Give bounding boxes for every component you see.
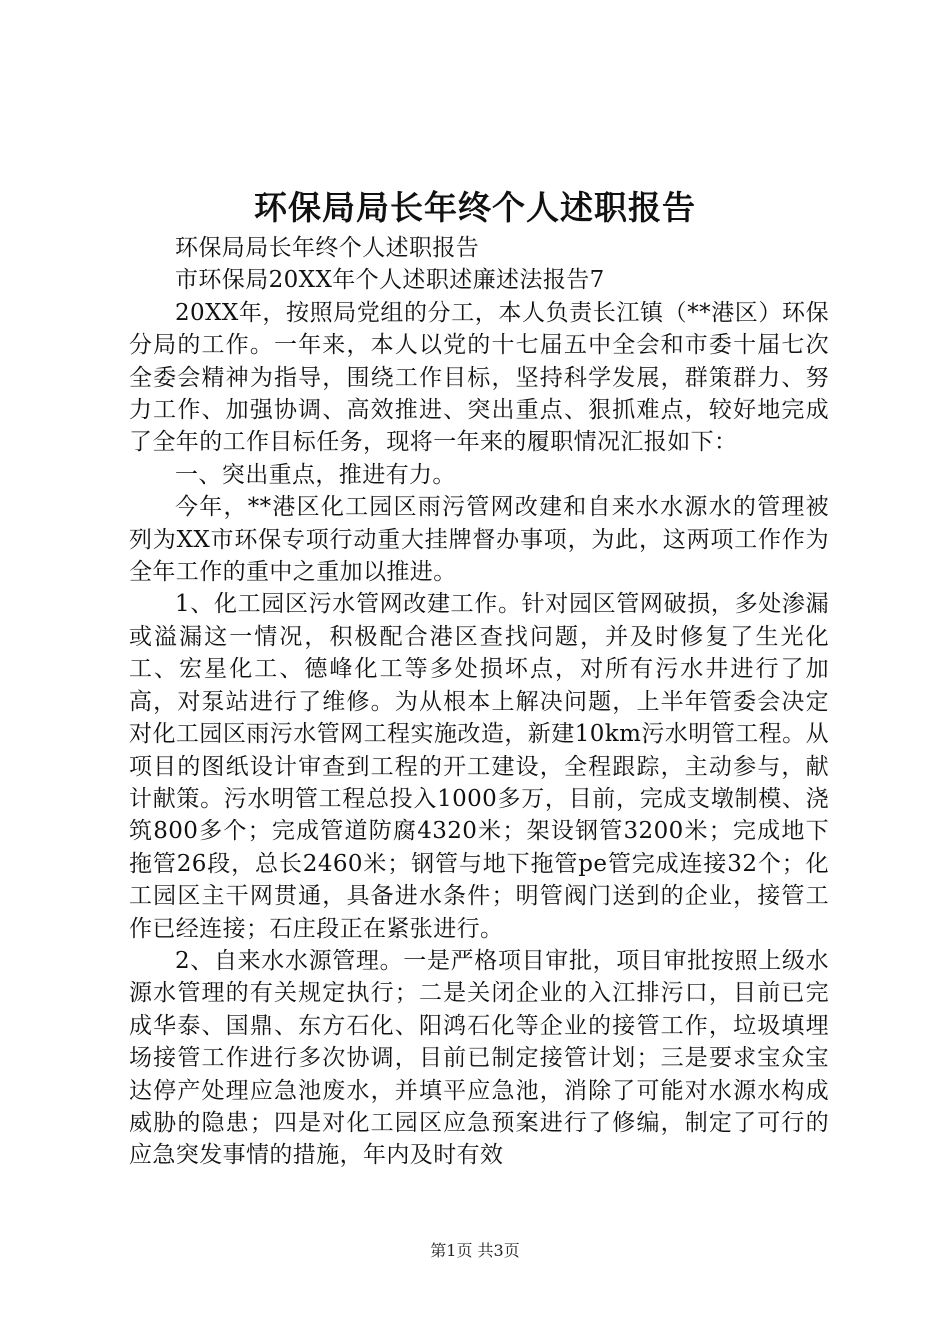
paragraph-intro: 20XX年，按照局党组的分工，本人负责长江镇（**港区）环保分局的工作。一年来，本人以党的十七届五中全会和市委十届七次全委会精神为指导，围绕工作目标，坚持科学发展，群策群力、努力工作、加强协调、高效推进、突出重点、狠抓难点，较好地完成了全年的工作目标任务，现将一年来的履职情况汇报如下： [129, 299, 829, 456]
paragraph-item-1: 1、化工园区污水管网改建工作。针对园区管网破损，多处渗漏或溢漏这一情况，积极配合港区查找问题，并及时修复了生光化工、宏星化工、德峰化工等多处损坏点，对所有污水井进行了加高，对泵站进行了维修。为从根本上解决问题，上半年管委会决定对化工园区雨污水管网工程实施改造，新建10km污水明管工程。从项目的图纸设计审查到工程的开工建设，全程跟踪，主动参与，献计献策。污水明管工程总投入1000多万，目前，完成支墩制模、浇筑800多个；完成管道防腐4320米；架设钢管3200米；完成地下拖管26段，总长2460米；钢管与地下拖管pe管完成连接32个；化工园区主干网贯通，具备进水条件；明管阀门送到的企业，接管工作已经连接；石庄段正在紧张进行。 [129, 591, 829, 942]
document-title: 环保局局长年终个人述职报告 [254, 188, 696, 227]
paragraph-item-2: 2、自来水水源管理。一是严格项目审批，项目审批按照上级水源水管理的有关规定执行；二是关闭企业的入江排污口，目前已完成华泰、国鼎、东方石化、阳鸿石化等企业的接管工作，垃圾填埋场接管工作进行多次协调，目前已制定接管计划；三是要求宝众宝达停产处理应急池废水，并填平应急池，消除了可能对水源水构成威胁的隐患；四是对化工园区应急预案进行了修编，制定了可行的应急突发事情的措施，年内及时有效 [129, 947, 829, 1169]
page-footer: 第1页 共3页 [430, 1241, 520, 1260]
paragraph-subtitle: 环保局局长年终个人述职报告 [175, 235, 480, 261]
paragraph-overview: 今年，**港区化工园区雨污管网改建和自来水水源水的管理被列为XX市环保专项行动重大挂牌督办事项，为此，这两项工作作为全年工作的重中之重加以推进。 [129, 494, 829, 586]
document-body [129, 232, 829, 1172]
paragraph-report-name: 市环保局20XX年个人述职述廉述法报告7 [175, 267, 605, 294]
section-heading-1: 一、突出重点，推进有力。 [175, 461, 456, 488]
